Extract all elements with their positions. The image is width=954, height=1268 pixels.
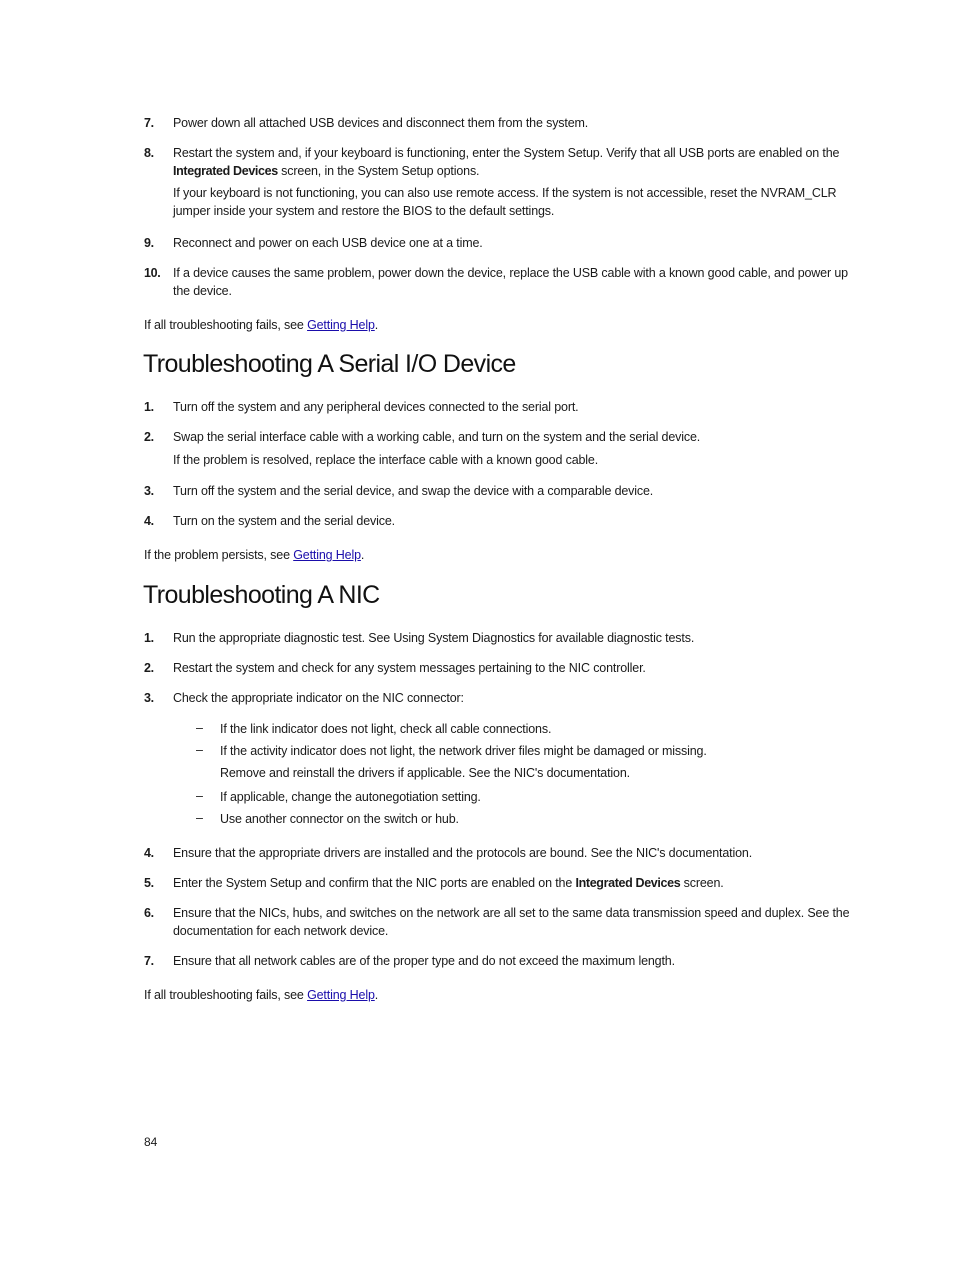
step-text: Check the appropriate indicator on the NIC connector: — [173, 691, 464, 705]
step-text: If a device causes the same problem, power down the device, replace the USB cable with a known good cable, and power up the device. — [173, 266, 848, 298]
step-number: 5. — [144, 876, 154, 890]
bullet-dash: – — [196, 743, 203, 757]
step-number: 7. — [144, 116, 154, 130]
footer-text: If all troubleshooting fails, see — [144, 988, 308, 1002]
page-number: 84 — [144, 1135, 158, 1149]
step-text: Reconnect and power on each USB device one at a time. — [173, 236, 483, 250]
footer-text: . — [374, 318, 379, 332]
bullet-text: Use another connector on the switch or hub. — [220, 812, 459, 826]
step-number: 3. — [144, 484, 154, 498]
bullet-dash: – — [196, 721, 203, 735]
step-text-part: screen, in the System Setup options. — [277, 164, 480, 178]
bullet-text: If applicable, change the autonegotiation setting. — [220, 790, 481, 804]
step-number: 4. — [144, 846, 154, 860]
step-text: Power down all attached USB devices and disconnect them from the system. — [173, 116, 589, 130]
step-number: 10. — [144, 266, 161, 280]
footer-text: If the problem persists, see — [144, 548, 294, 562]
step-text: Turn off the system and any peripheral devices connected to the serial port. — [173, 400, 579, 414]
footer-note — [144, 316, 844, 334]
step-text-part: screen. — [680, 876, 724, 890]
section-heading-nic: Troubleshooting A NIC — [143, 581, 380, 609]
ui-term: Integrated Devices — [575, 876, 681, 890]
footer-text: . — [360, 548, 365, 562]
step-number: 4. — [144, 514, 154, 528]
bullet-text: If the activity indicator does not light, the network driver files might be damaged or missing. — [220, 744, 707, 758]
section-heading-serial: Troubleshooting A Serial I/O Device — [143, 350, 516, 378]
step-text: Run the appropriate diagnostic test. See Using System Diagnostics for available diagnostic tests. — [173, 631, 695, 645]
footer-text: . — [374, 988, 379, 1002]
getting-help-link[interactable]: Getting Help — [307, 988, 375, 1002]
step-text: Ensure that all network cables are of the proper type and do not exceed the maximum length. — [173, 954, 675, 968]
ui-term: Integrated Devices — [173, 164, 278, 178]
step-number: 6. — [144, 906, 154, 920]
step-number: 8. — [144, 146, 154, 160]
step-text: Ensure that the NICs, hubs, and switches on the network are all set to the same data transmission speed and duplex. See the documentation for each network device. — [173, 906, 850, 938]
step-subtext: If your keyboard is not functioning, you can also use remote access. If the system is not accessible, reset the NVRAM_CLR jumper inside your system and restore the BIOS to the default settings. — [173, 186, 837, 218]
bullet-dash: – — [196, 789, 203, 803]
step-text: Turn off the system and the serial device, and swap the device with a comparable device. — [173, 484, 654, 498]
step-text: Swap the serial interface cable with a working cable, and turn on the system and the serial device. — [173, 430, 701, 444]
step-number: 9. — [144, 236, 154, 250]
step-number: 2. — [144, 430, 154, 444]
step-text: Ensure that the appropriate drivers are installed and the protocols are bound. See the NIC's documentation. — [173, 846, 753, 860]
step-subtext: If the problem is resolved, replace the interface cable with a known good cable. — [173, 453, 599, 467]
footer-text: If all troubleshooting fails, see — [144, 318, 308, 332]
bullet-dash: – — [196, 811, 203, 825]
step-text-part: Restart the system and, if your keyboard is functioning, enter the System Setup. Verify that all USB ports are enabled on the — [173, 146, 840, 160]
step-text-part: Enter the System Setup and confirm that the NIC ports are enabled on the — [173, 876, 576, 890]
footer-note — [144, 986, 844, 1004]
bullet-text: If the link indicator does not light, check all cable connections. — [220, 722, 552, 736]
step-text: Turn on the system and the serial device. — [173, 514, 395, 528]
footer-note — [144, 546, 844, 564]
step-number: 3. — [144, 691, 154, 705]
step-number: 7. — [144, 954, 154, 968]
step-number: 1. — [144, 631, 154, 645]
step-number: 1. — [144, 400, 154, 414]
getting-help-link[interactable]: Getting Help — [307, 318, 375, 332]
bullet-subtext: Remove and reinstall the drivers if applicable. See the NIC's documentation. — [220, 766, 630, 780]
step-text: Restart the system and check for any system messages pertaining to the NIC controller. — [173, 661, 646, 675]
step-text — [173, 144, 853, 180]
step-number: 2. — [144, 661, 154, 675]
getting-help-link[interactable]: Getting Help — [293, 548, 361, 562]
step-text — [173, 874, 853, 892]
